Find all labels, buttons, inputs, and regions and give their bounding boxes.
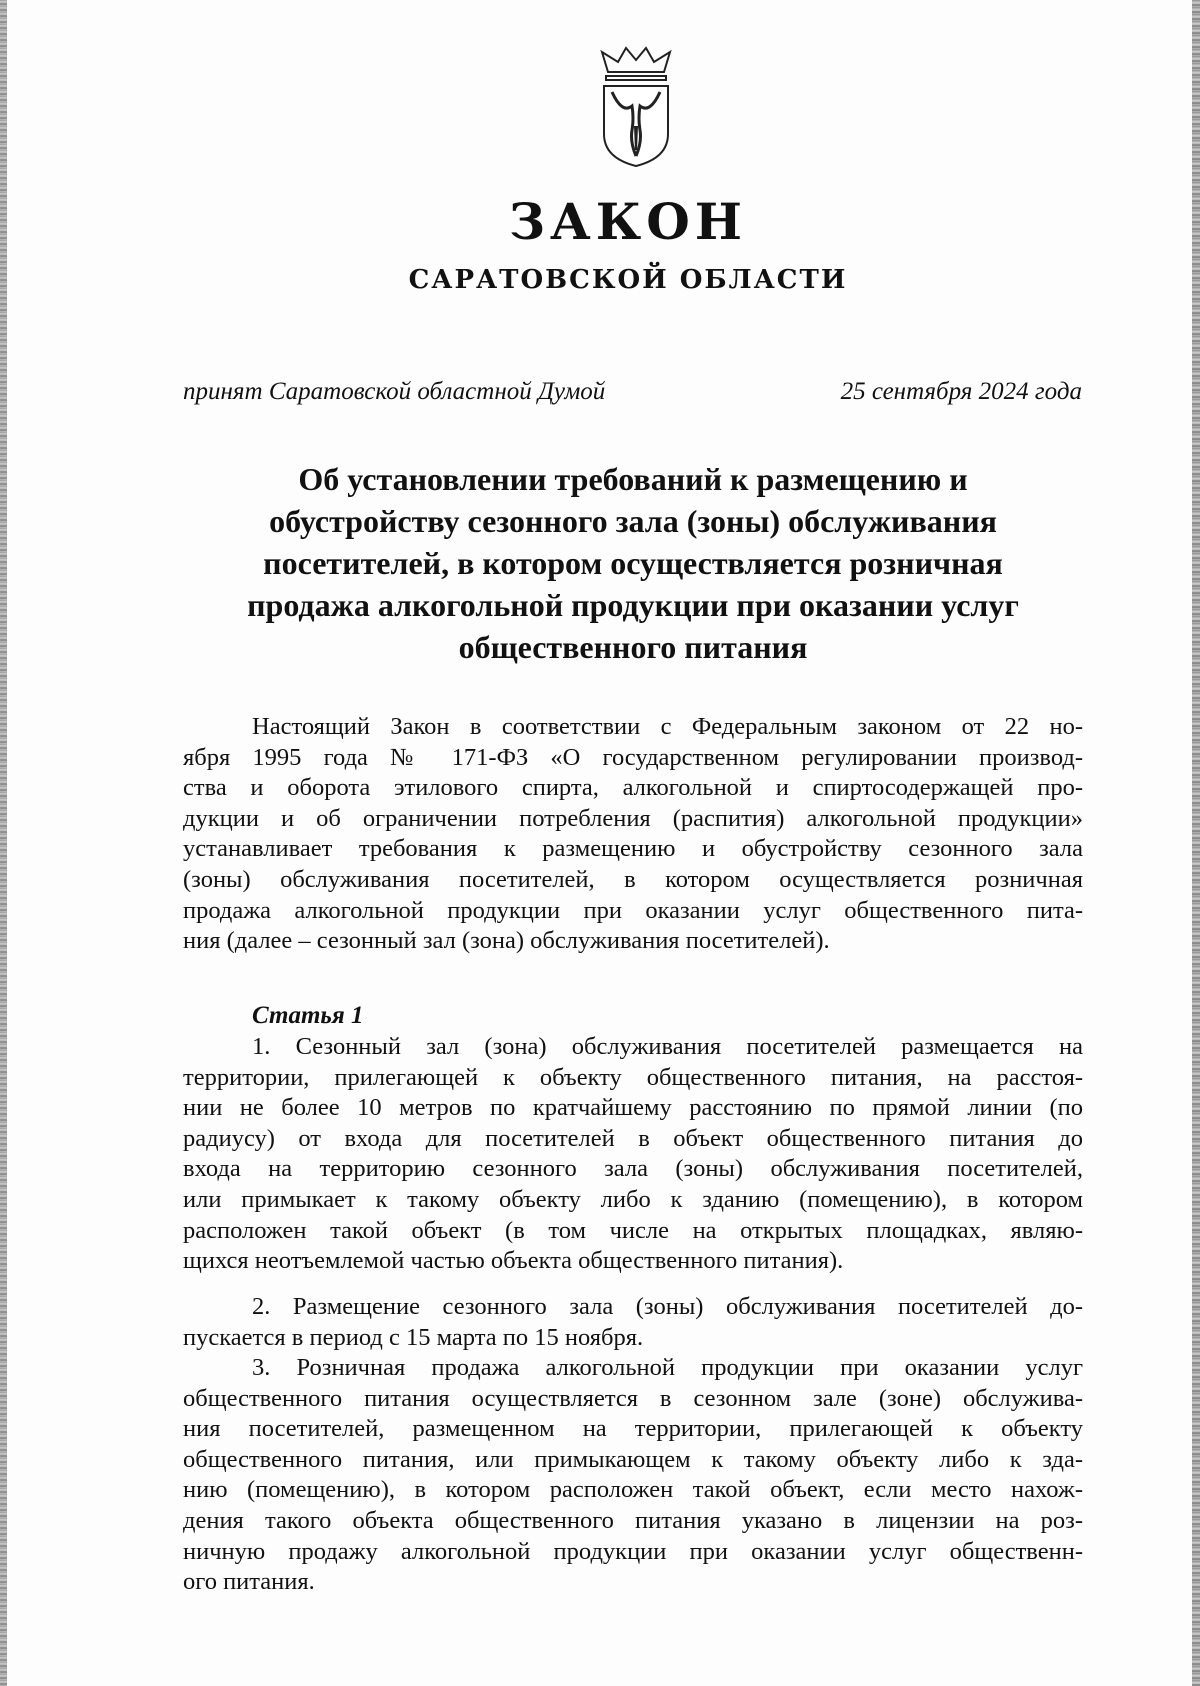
law-title-line: посетителей, в котором осуществляется розничная xyxy=(263,545,1003,581)
law-title-line: обустройству сезонного зала (зоны) обслуживания xyxy=(269,503,997,539)
text-line: дения такого объекта общественного питания указано в лицензии на роз- xyxy=(183,1506,1083,1534)
law-title xyxy=(183,458,1083,668)
text-line: или примыкает к такому объекту либо к зданию (помещению), в котором xyxy=(183,1185,1083,1213)
text-line: ния (далее – сезонный зал (зона) обслуживания посетителей). xyxy=(183,927,830,955)
text-line: нии не более 10 метров по кратчайшему расстоянию по прямой линии (по xyxy=(183,1094,1083,1122)
intro-paragraph xyxy=(183,712,1083,957)
text-line: 3. Розничная продажа алкогольной продукции при оказании услуг xyxy=(252,1354,1083,1381)
text-line: пускается в период с 15 марта по 15 ноября. xyxy=(183,1323,644,1351)
text-line: 2. Размещение сезонного зала (зоны) обслуживания посетителей до- xyxy=(252,1293,1083,1320)
text-line: 1. Сезонный зал (зона) обслуживания посетителей размещается на xyxy=(252,1033,1083,1060)
text-line: ября 1995 года № 171-ФЗ «О государственном регулировании производ- xyxy=(183,743,1083,771)
text-line: устанавливает требования к размещению и обустройству сезонного зала xyxy=(183,835,1083,863)
saratov-coat-of-arms-icon xyxy=(598,46,674,168)
text-line: ства и оборота этилового спирта, алкогольной и спиртосодержащей про- xyxy=(183,774,1083,802)
law-title-line: общественного питания xyxy=(458,629,808,665)
document-subtitle: САРАТОВСКОЙ ОБЛАСТИ xyxy=(408,265,848,295)
law-title-line: Об установлении требований к размещению и xyxy=(298,461,968,497)
scan-edge-right xyxy=(1192,0,1200,1686)
text-line: дукции и об ограничении потребления (распития) алкогольной продукции» xyxy=(183,804,1083,832)
text-line: радиусу) от входа для посетителей в объект общественного питания до xyxy=(183,1124,1083,1152)
text-line: щихся неотъемлемой частью объекта общественного питания). xyxy=(183,1247,844,1275)
law-title-line: продажа алкогольной продукции при оказании услуг xyxy=(247,587,1019,623)
text-line: продажа алкогольной продукции при оказании услуг общественного пита- xyxy=(183,896,1083,924)
text-line: расположен такой объект (в том числе на открытых площадках, являю- xyxy=(183,1216,1083,1244)
text-line: территории, прилегающей к объекту общественного питания, на расстоя- xyxy=(183,1063,1083,1091)
text-line: общественного питания осуществляется в сезонном зале (зоне) обслужива- xyxy=(183,1384,1083,1412)
text-line: ния посетителей, размещенном на территории, прилегающей к объекту xyxy=(183,1415,1083,1443)
article-heading: Статья 1 xyxy=(252,1002,364,1029)
adoption-date: 25 сентября 2024 года xyxy=(840,378,1082,405)
text-line: Настоящий Закон в соответствии с Федеральным законом от 22 но- xyxy=(252,713,1083,740)
text-line: ого питания. xyxy=(183,1568,315,1596)
adopted-by-text: принят Саратовской областной Думой xyxy=(183,378,606,405)
article-paragraph-3 xyxy=(183,1353,1083,1598)
text-line: ничную продажу алкогольной продукции при оказании услуг общественн- xyxy=(183,1537,1083,1565)
scan-edge-left xyxy=(0,0,7,1686)
text-line: нию (помещению), в котором расположен такой объект, если место нахож- xyxy=(183,1476,1083,1504)
article-paragraph-1 xyxy=(183,1032,1083,1277)
article-paragraph-2 xyxy=(183,1292,1083,1353)
text-line: (зоны) обслуживания посетителей, в котором осуществляется розничная xyxy=(183,865,1083,893)
document-title: ЗАКОН xyxy=(508,192,748,251)
text-line: общественного питания, или примыкающем к такому объекту либо к зда- xyxy=(183,1445,1083,1473)
text-line: входа на территорию сезонного зала (зоны) обслуживания посетителей, xyxy=(183,1155,1083,1183)
